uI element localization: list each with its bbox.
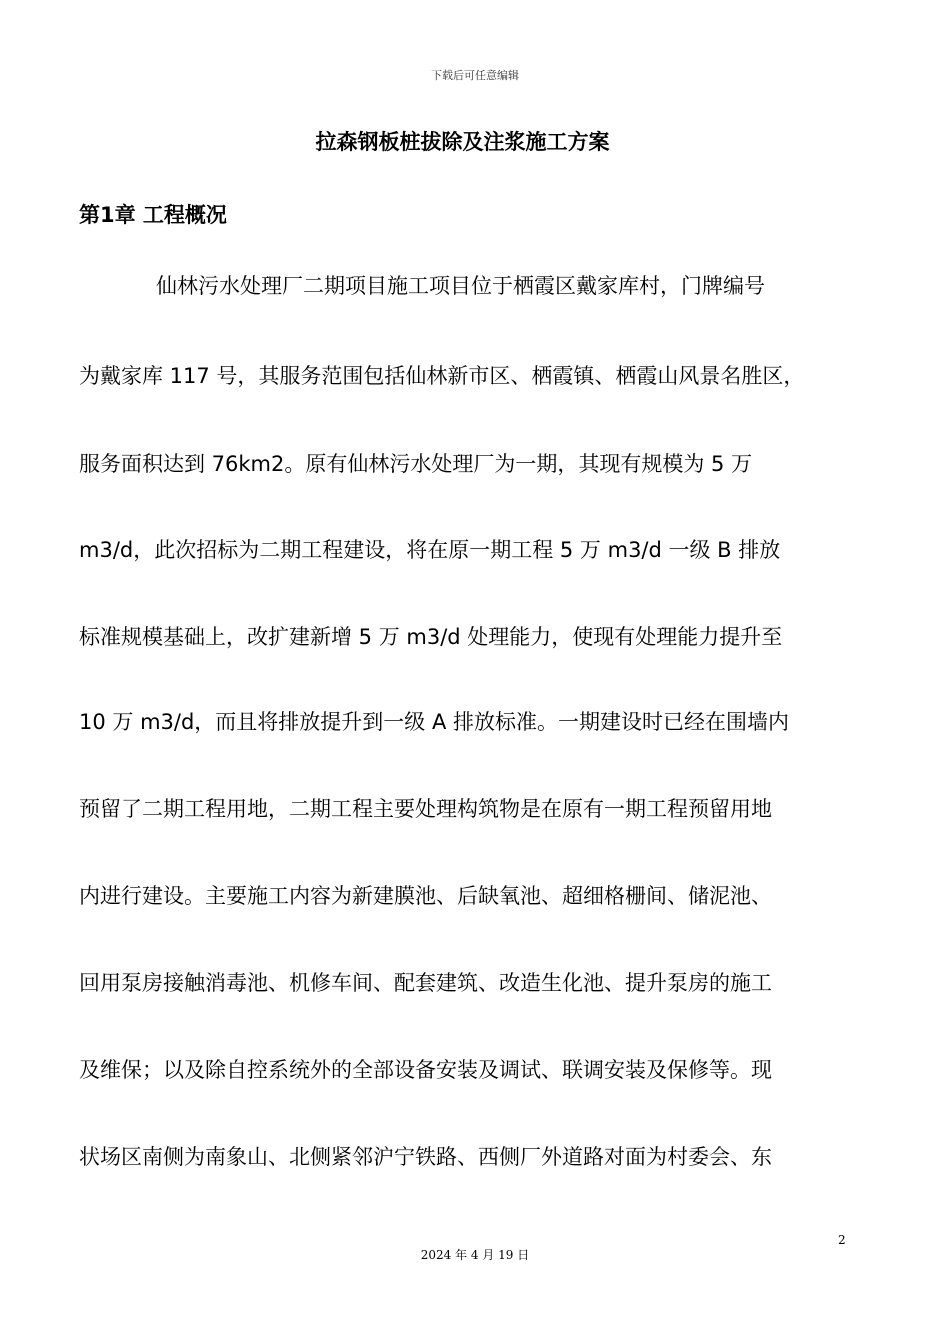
chapter-heading: 第1章 工程概况	[79, 203, 227, 227]
body-line: 为戴家库 117 号，其服务范围包括仙林新市区、栖霞镇、栖霞山风景名胜区，	[79, 364, 805, 388]
body-line: 及维保；以及除自控系统外的全部设备安装及调试、联调安装及保修等。现	[79, 1058, 772, 1082]
body-line: m3/d，此次招标为二期工程建设，将在原一期工程 5 万 m3/d 一级 B 排放	[79, 538, 781, 562]
body-line: 内进行建设。主要施工内容为新建膜池、后缺氧池、超细格栅间、储泥池、	[79, 884, 772, 908]
document-title: 拉森钢板桩拔除及注浆施工方案	[315, 130, 610, 154]
body-line: 预留了二期工程用地，二期工程主要处理构筑物是在原有一期工程预留用地	[79, 797, 772, 821]
body-line: 仙林污水处理厂二期项目施工项目位于栖霞区戴家库村，门牌编号	[156, 274, 765, 298]
body-line: 服务面积达到 76km2。原有仙林污水处理厂为一期，其现有规模为 5 万	[79, 452, 753, 476]
body-line: 标准规模基础上，改扩建新增 5 万 m3/d 处理能力，使现有处理能力提升至	[79, 625, 783, 649]
body-line: 10 万 m3/d，而且将排放提升到一级 A 排放标准。一期建设时已经在围墙内	[79, 710, 790, 734]
body-line: 状场区南侧为南象山、北侧紧邻沪宁铁路、西侧厂外道路对面为村委会、东	[79, 1145, 772, 1169]
body-line: 回用泵房接触消毒池、机修车间、配套建筑、改造生化池、提升泵房的施工	[79, 971, 772, 995]
page-number: 2	[838, 1233, 846, 1247]
header-note: 下载后可任意编辑	[431, 69, 519, 82]
footer-date: 2024 年 4 月 19 日	[420, 1248, 530, 1262]
